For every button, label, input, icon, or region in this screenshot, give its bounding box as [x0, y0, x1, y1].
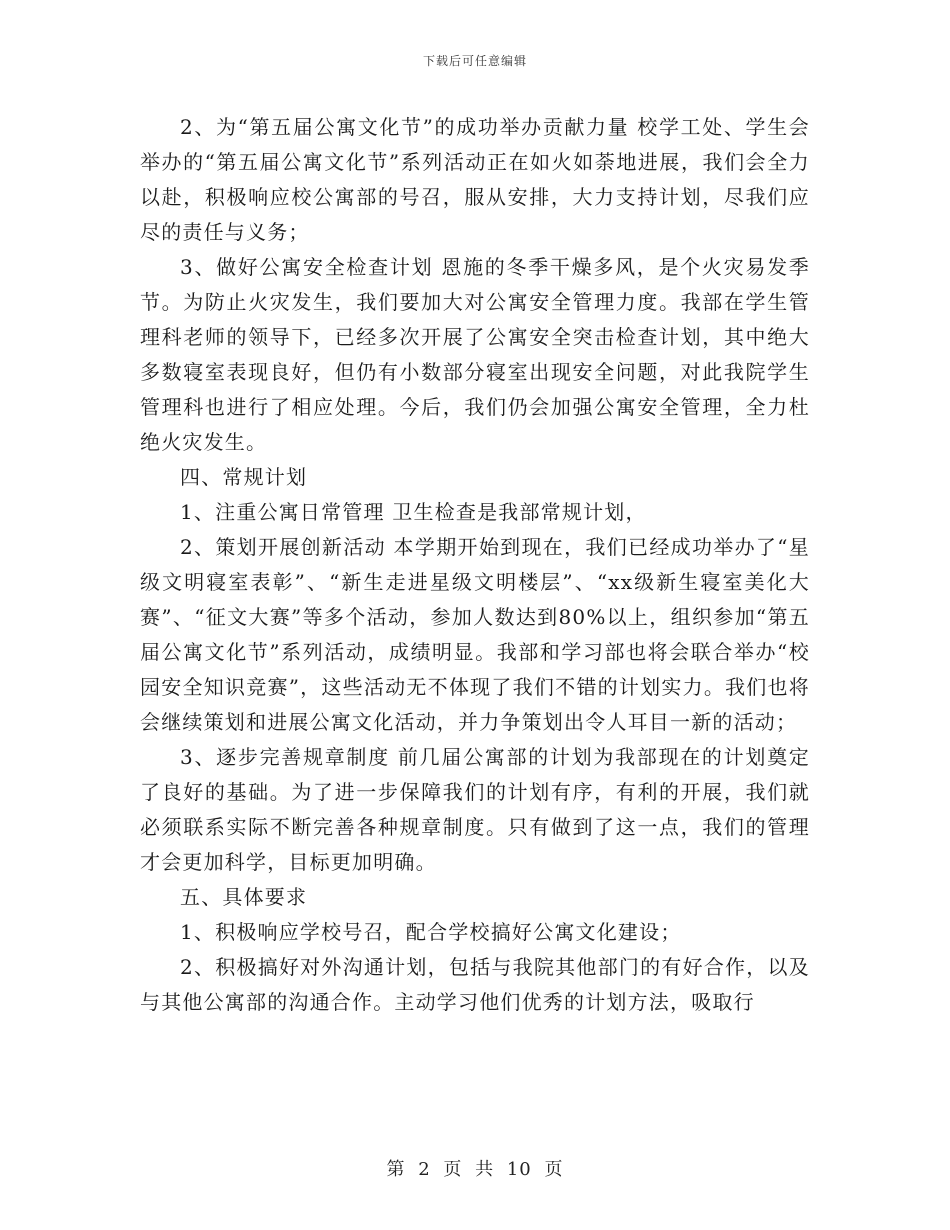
- page-number: 第 2 页 共 10 页: [386, 1159, 564, 1180]
- paragraph-regulations: 3、逐步完善规章制度 前几届公寓部的计划为我部现在的计划奠定了良好的基础。为了进一步保障我们的计划有序，有利的开展，我们就必须联系实际不断完善各种规章制度。只有做到了这一点，我们的管理才会更加科学，目标更加明确。: [140, 745, 810, 874]
- page-header-note: 下载后可任意编辑: [422, 54, 527, 68]
- paragraph-daily-management: 1、注重公寓日常管理 卫生检查是我部常规计划，: [180, 500, 647, 524]
- paragraph-respond-school: 1、积极响应学校号召，配合学校搞好公寓文化建设；: [180, 920, 682, 944]
- paragraph-innovative-activities: 2、策划开展创新活动 本学期开始到现在，我们已经成功举办了“星级文明寝室表彰”、“新生走进星级文明楼层”、“xx级新生寝室美化大赛”、“征文大赛”等多个活动，参加人数达到80%以上，组织参加“第五届公寓文化节”系列活动，成绩明显。我部和学习部也将会联合举办“校园安全知识竞赛”，这些活动无不体现了我们不错的计划实力。我们也将会继续策划和进展公寓文化活动，并力争策划出令人耳目一新的活动；: [140, 535, 810, 734]
- paragraph-safety-inspection: 3、做好公寓安全检查计划 恩施的冬季干燥多风，是个火灾易发季节。为防止火灾发生，我们要加大对公寓安全管理力度。我部在学生管理科老师的领导下，已经多次开展了公寓安全突击检查计划，其中绝大多数寝室表现良好，但仍有小数部分寝室出现安全问题，对此我院学生管理科也进行了相应处理。今后，我们仍会加强公寓安全管理，全力杜绝火灾发生。: [140, 255, 810, 454]
- section-heading-specific-requirements: 五、具体要求: [180, 885, 308, 909]
- section-heading-routine-plan: 四、常规计划: [180, 465, 308, 489]
- paragraph-external-communication: 2、积极搞好对外沟通计划，包括与我院其他部门的有好合作，以及与其他公寓部的沟通合作。主动学习他们优秀的计划方法，吸取行: [140, 955, 810, 1014]
- paragraph-culture-festival: 2、为“第五届公寓文化节”的成功举办贡献力量 校学工处、学生会举办的“第五届公寓文化节”系列活动正在如火如荼地进展，我们会全力以赴，积极响应校公寓部的号召，服从安排，大力支持计划，尽我们应尽的责任与义务；: [140, 115, 810, 244]
- document-body: [140, 110, 810, 1020]
